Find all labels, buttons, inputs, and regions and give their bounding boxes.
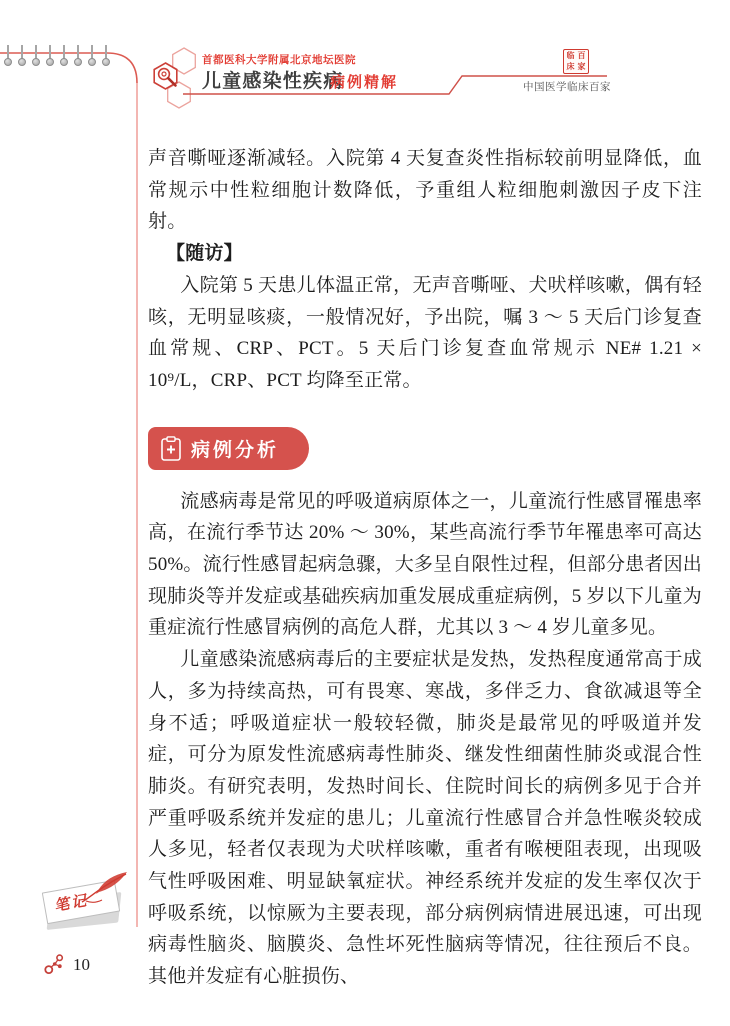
binder-pin-icon: [17, 45, 27, 69]
banner-label: 病例分析: [191, 439, 280, 461]
series-name: 中国医学临床百家: [523, 81, 611, 93]
seal-char: 百: [577, 51, 586, 61]
quill-pen-icon: [80, 870, 132, 904]
seal-char: 临: [566, 51, 575, 61]
binder-pin-icon: [59, 45, 69, 69]
seal-char: 家: [577, 61, 586, 71]
book-title: 儿童感染性疾病: [202, 71, 344, 92]
binder-pin-icon: [31, 45, 41, 69]
page-footer: [44, 953, 90, 976]
note-label: 笔记: [53, 893, 90, 915]
hospital-name: 首都医科大学附属北京地坛医院: [202, 54, 356, 66]
page-number: 10: [73, 954, 90, 974]
book-subtitle: 病例精解: [330, 74, 399, 91]
followup-paragraph: 入院第 5 天患儿体温正常，无声音嘶哑、犬吠样咳嗽，偶有轻咳，无明显咳痰，一般情况好，予出院，嘱 3 ～ 5 天后门诊复查血常规、CRP、PCT。5 天后门诊复查血常规示 NE# 1.21 × 10⁹/L，CRP、PCT 均降至正常。: [148, 274, 702, 391]
left-margin-rule: [136, 83, 138, 927]
binder-pin-icon: [45, 45, 55, 69]
series-seal-stamp-icon: [563, 49, 589, 74]
main-text-column: [148, 143, 702, 993]
molecule-icon: [44, 953, 65, 976]
case-analysis-banner: [148, 427, 309, 470]
analysis-paragraph: 流感病毒是常见的呼吸道病原体之一，儿童流行性感冒罹患率高，在流行季节达 20% ～ 30%，某些高流行季节年罹患率可高达 50%。流行性感冒起病急骤，大多呈自限性过程，但部分患者因出现肺炎等并发症或基础疾病加重发展成重症病例，5 岁以下儿童为重症流行性感冒病例的高危人群，尤其以 3 ～ 4 岁儿童多见。: [148, 490, 702, 639]
clipboard-icon: [161, 436, 181, 461]
continued-paragraph: 声音嘶哑逐渐减轻。入院第 4 天复查炎性指标较前明显降低，血常规示中性粒细胞计数降低，予重组人粒细胞刺激因子皮下注射。: [148, 148, 702, 233]
binder-pin-icon: [101, 45, 111, 69]
notes-doodle: [34, 872, 138, 930]
binder-pin-icon: [73, 45, 83, 69]
seal-char: 床: [566, 61, 575, 71]
analysis-paragraph: 儿童感染流感病毒后的主要症状是发热，发热程度通常高于成人，多为持续高热，可有畏寒、寒战，多伴乏力、食欲减退等全身不适；呼吸道症状一般较轻微，肺炎是最常见的呼吸道并发症，可分为原发性流感病毒性肺炎、继发性细菌性肺炎或混合性肺炎。有研究表明，发热时间长、住院时间长的病例多见于合并严重呼吸系统并发症的患儿；儿童流行性感冒合并急性喉炎较成人多见，轻者仅表现为犬吠样咳嗽，重者有喉梗阻表现，出现吸气性呼吸困难、明显缺氧症状。神经系统并发症的发生率仅次于呼吸系统，以惊厥为主要表现，部分病例病情进展迅速，可出现病毒性脑炎、脑膜炎、急性坏死性脑病等情况，往往预后不良。其他并发症有心脏损伤、: [148, 649, 702, 988]
binder-pin-icon: [87, 45, 97, 69]
followup-heading: 【随访】: [166, 243, 243, 265]
binder-pin-icon: [3, 45, 13, 69]
